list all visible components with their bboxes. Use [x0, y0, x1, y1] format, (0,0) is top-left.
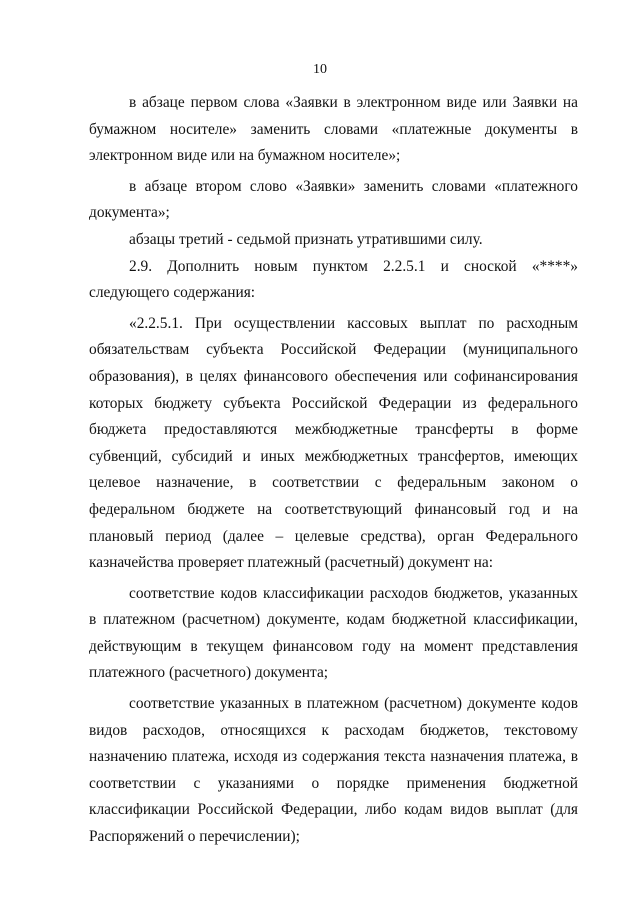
paragraph-check-expense-type-codes: соответствие указанных в платежном (расчетном) документе кодов видов расходов, относящихся к расходам бюджетов, текстовому назначению платежа, исходя из содержания текста назначения платежа, в соответствии с указаниями о порядке применения бюджетной классификации Российской Федерации, либо кодам видов выплат (для Распоряжений о перечислении);: [89, 695, 578, 846]
paragraph-check-classification-codes: соответствие кодов классификации расходов бюджетов, указанных в платежном (расчетном) документе, кодам бюджетной классификации, действующим в текущем финансовом году на момент представления платежного (расчетного) документа;: [89, 584, 578, 682]
paragraph-abzacy-tretij-sedmoj: абзацы третий - седьмой признать утратившими силу.: [129, 230, 483, 248]
paragraph-item-2-9: 2.9. Дополнить новым пунктом 2.2.5.1 и сноской «****» следующего содержания:: [89, 257, 578, 302]
paragraph-abzac-vtoroj: в абзаце втором слово «Заявки» заменить словами «платежного документа»;: [89, 177, 578, 222]
document-body: [89, 90, 578, 851]
page-number: 10: [313, 62, 327, 77]
paragraph-abzac-pervyj: в абзаце первом слова «Заявки в электронном виде или Заявки на бумажном носителе» заменить словами «платежные документы в электронном виде или на бумажном носителе»;: [89, 94, 578, 165]
paragraph-item-2-2-5-1: «2.2.5.1. При осуществлении кассовых выплат по расходным обязательствам субъекта Российской Федерации (муниципального образования), в целях финансового обеспечения или софинансирования которых бюджету субъекта Российской Федерации из федерального бюджета предоставляются межбюджетные трансферты в форме субвенций, субсидий и иных межбюджетных трансфертов, имеющих целевое назначение, в соответствии с федеральным законом о федеральном бюджете на соответствующий финансовый год и на плановый период (далее – целевые средства), орган Федерального казначейства проверяет платежный (расчетный) документ на:: [89, 314, 578, 572]
